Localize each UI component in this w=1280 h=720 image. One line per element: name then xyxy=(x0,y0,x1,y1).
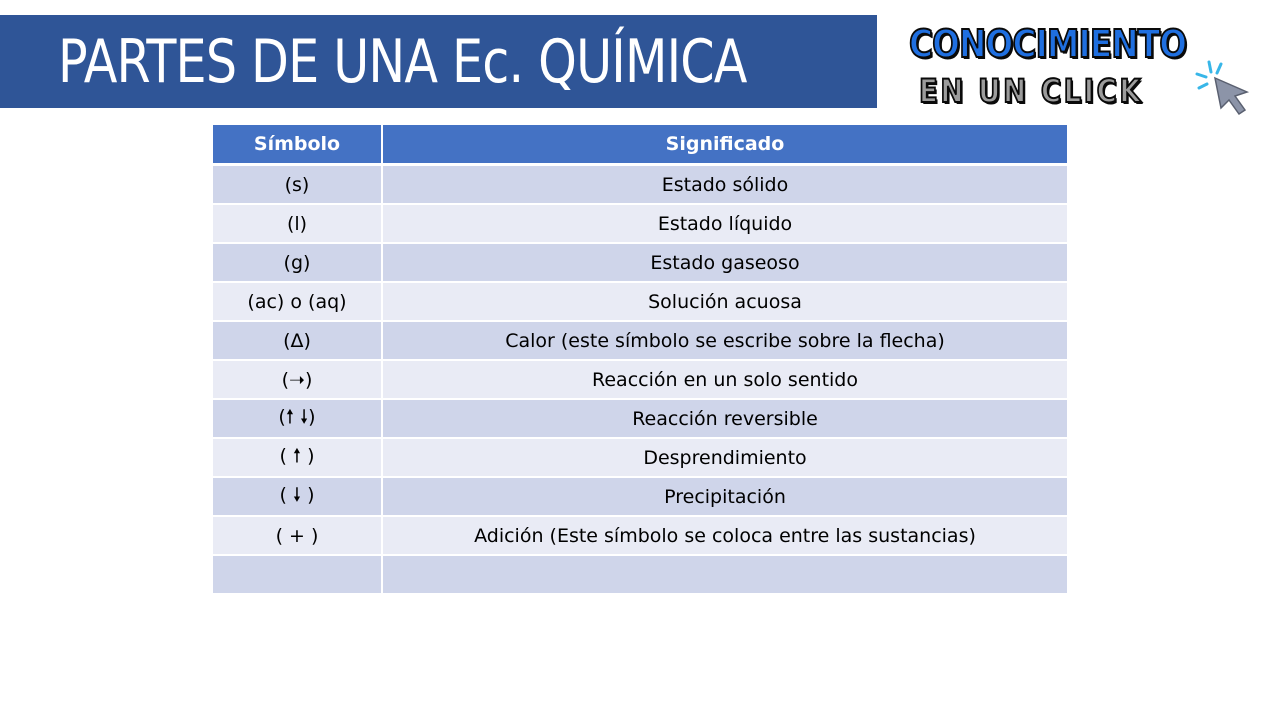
symbol-cell: (l) xyxy=(213,204,382,243)
table-row xyxy=(213,399,1067,438)
symbol-meaning-table xyxy=(213,125,1067,595)
table-row xyxy=(213,243,1067,282)
table-row xyxy=(213,282,1067,321)
meaning-cell: Desprendimiento xyxy=(382,438,1067,477)
symbol-cell: (🠕 🠗) xyxy=(213,399,382,438)
table-row xyxy=(213,204,1067,243)
meaning-cell: Precipitación xyxy=(382,477,1067,516)
meaning-cell: Estado sólido xyxy=(382,165,1067,205)
table-row xyxy=(213,360,1067,399)
meaning-cell: Calor (este símbolo se escribe sobre la flecha) xyxy=(382,321,1067,360)
meaning-cell: Estado líquido xyxy=(382,204,1067,243)
symbol-cell: ( 🠕 ) xyxy=(213,438,382,477)
cursor-click-icon xyxy=(1195,58,1255,118)
column-header-symbol: Símbolo xyxy=(213,125,382,165)
symbol-cell: (➝) xyxy=(213,360,382,399)
slide-title: PARTES DE UNA Ec. QUÍMICA xyxy=(58,27,747,97)
symbol-cell: (g) xyxy=(213,243,382,282)
symbol-cell: (s) xyxy=(213,165,382,205)
meaning-cell: Estado gaseoso xyxy=(382,243,1067,282)
meaning-cell: Reacción en un solo sentido xyxy=(382,360,1067,399)
table-header-row xyxy=(213,125,1067,165)
table-row xyxy=(213,555,1067,594)
title-bar xyxy=(0,15,877,108)
logo-text-line2: EN UN CLICK xyxy=(919,72,1144,110)
meaning-cell: Adición (Este símbolo se coloca entre las sustancias) xyxy=(382,516,1067,555)
table-row xyxy=(213,321,1067,360)
meaning-cell xyxy=(382,555,1067,594)
symbol-cell: (Δ) xyxy=(213,321,382,360)
symbol-cell: ( + ) xyxy=(213,516,382,555)
meaning-cell: Solución acuosa xyxy=(382,282,1067,321)
table-row xyxy=(213,477,1067,516)
meaning-cell: Reacción reversible xyxy=(382,399,1067,438)
table-row xyxy=(213,165,1067,205)
logo xyxy=(905,18,1265,118)
table-row xyxy=(213,516,1067,555)
symbol-cell: ( 🠗 ) xyxy=(213,477,382,516)
table-row xyxy=(213,438,1067,477)
symbol-cell: (ac) o (aq) xyxy=(213,282,382,321)
logo-text-line1: CONOCIMIENTO xyxy=(909,22,1187,66)
symbol-cell xyxy=(213,555,382,594)
column-header-meaning: Significado xyxy=(382,125,1067,165)
